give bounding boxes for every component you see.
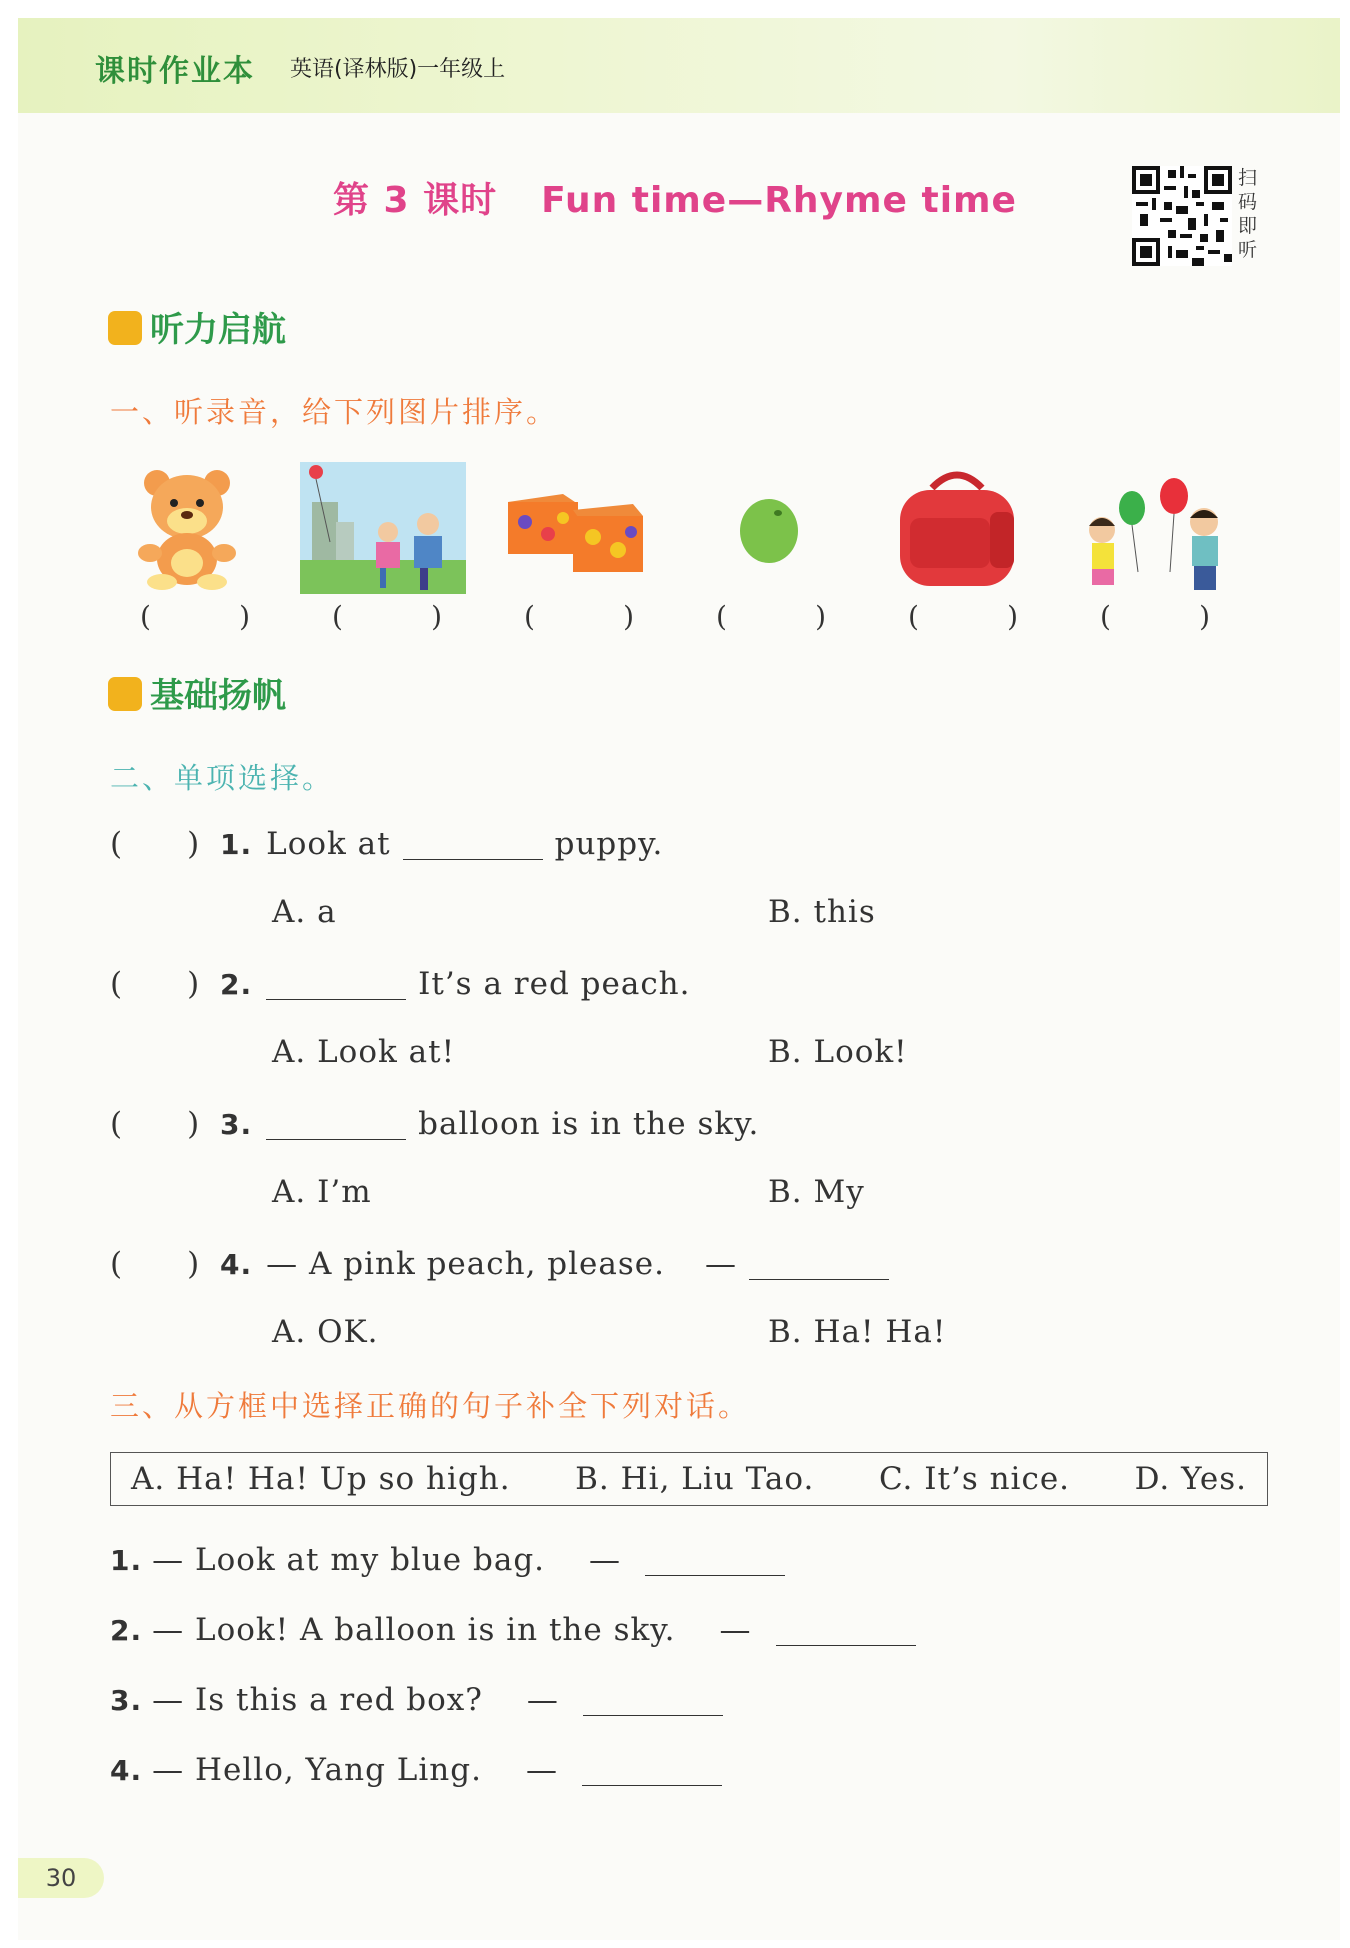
section-basics-label: 基础扬帆 — [150, 676, 286, 716]
q1-option-a[interactable]: A. a — [272, 894, 337, 930]
section-basics-heading — [108, 668, 286, 717]
answer-bracket[interactable]: ( ) — [110, 966, 201, 1002]
dialogue-4: 4. — Hello, Yang Ling. — — [110, 1752, 734, 1788]
dialogue-2: 2. — Look! A balloon is in the sky. — — [110, 1612, 928, 1648]
picture-6-answer[interactable]: ( ) — [1100, 600, 1210, 633]
box-option-c: C. It’s nice. — [878, 1461, 1071, 1497]
red-bag-icon — [892, 468, 1022, 590]
fill-blank[interactable] — [645, 1547, 785, 1576]
q2-option-b[interactable]: B. Look! — [768, 1034, 908, 1070]
picture-4-answer[interactable]: ( ) — [716, 600, 826, 633]
lesson-number: 第 3 课时 — [333, 180, 498, 221]
series-title: 课时作业本 — [95, 54, 255, 89]
subject-label: 英语(译林版)一年级上 — [290, 57, 506, 82]
fill-blank[interactable] — [266, 1111, 406, 1140]
question-2: ( ) 2. It’s a red peach. — [110, 966, 691, 1002]
question-3: ( ) 3. balloon is in the sky. — [110, 1106, 760, 1142]
page-number: 30 — [18, 1858, 104, 1898]
question-1: ( ) 1. Look at puppy. — [110, 826, 664, 862]
anchor-icon — [108, 311, 142, 345]
fill-blank[interactable] — [583, 1687, 723, 1716]
box-option-d: D. Yes. — [1134, 1461, 1247, 1497]
sail-icon — [108, 677, 142, 711]
q4-option-b[interactable]: B. Ha! Ha! — [768, 1314, 947, 1350]
dialogue-3: 3. — Is this a red box? — — [110, 1682, 735, 1718]
box-option-b: B. Hi, Liu Tao. — [575, 1461, 815, 1497]
kids-balloon-scene-icon — [300, 462, 466, 594]
picture-1-answer[interactable]: ( ) — [140, 600, 250, 633]
answer-bracket[interactable]: ( ) — [110, 826, 201, 862]
dialogue-1: 1. — Look at my blue bag. — — [110, 1542, 797, 1578]
picture-2-answer[interactable]: ( ) — [332, 600, 442, 633]
question-4: ( ) 4. — A pink peach, please. — — [110, 1246, 901, 1282]
answer-bracket[interactable]: ( ) — [110, 1246, 201, 1282]
fill-blank[interactable] — [582, 1757, 722, 1786]
fill-blank[interactable] — [776, 1617, 916, 1646]
task-one-instruction: 一、听录音，给下列图片排序。 — [110, 395, 559, 429]
q3-option-b[interactable]: B. My — [768, 1174, 865, 1210]
sentence-options-box — [110, 1452, 1268, 1506]
teddy-bear-icon — [132, 465, 242, 590]
answer-bracket[interactable]: ( ) — [110, 1106, 201, 1142]
green-ball-icon — [736, 495, 802, 565]
box-option-a: A. Ha! Ha! Up so high. — [131, 1461, 511, 1497]
fill-blank[interactable] — [266, 971, 406, 1000]
qr-code-icon[interactable] — [1132, 166, 1232, 266]
task-two-instruction: 二、单项选择。 — [110, 761, 335, 795]
q1-option-b[interactable]: B. this — [768, 894, 876, 930]
children-balloons-icon — [1076, 474, 1236, 594]
q3-option-a[interactable]: A. I’m — [272, 1174, 372, 1210]
fill-blank[interactable] — [403, 831, 543, 860]
section-listening-heading — [108, 302, 286, 351]
scan-to-listen-label: 扫码即听 — [1238, 167, 1258, 261]
picture-5-answer[interactable]: ( ) — [908, 600, 1018, 633]
section-listening-label: 听力启航 — [150, 310, 286, 350]
task-three-instruction: 三、从方框中选择正确的句子补全下列对话。 — [110, 1389, 751, 1423]
lesson-topic: Fun time—Rhyme time — [541, 180, 1017, 221]
picture-3-answer[interactable]: ( ) — [524, 600, 634, 633]
toy-boxes-icon — [503, 482, 648, 577]
fill-blank[interactable] — [749, 1251, 889, 1280]
q4-option-a[interactable]: A. OK. — [272, 1314, 379, 1350]
q2-option-a[interactable]: A. Look at! — [272, 1034, 456, 1070]
